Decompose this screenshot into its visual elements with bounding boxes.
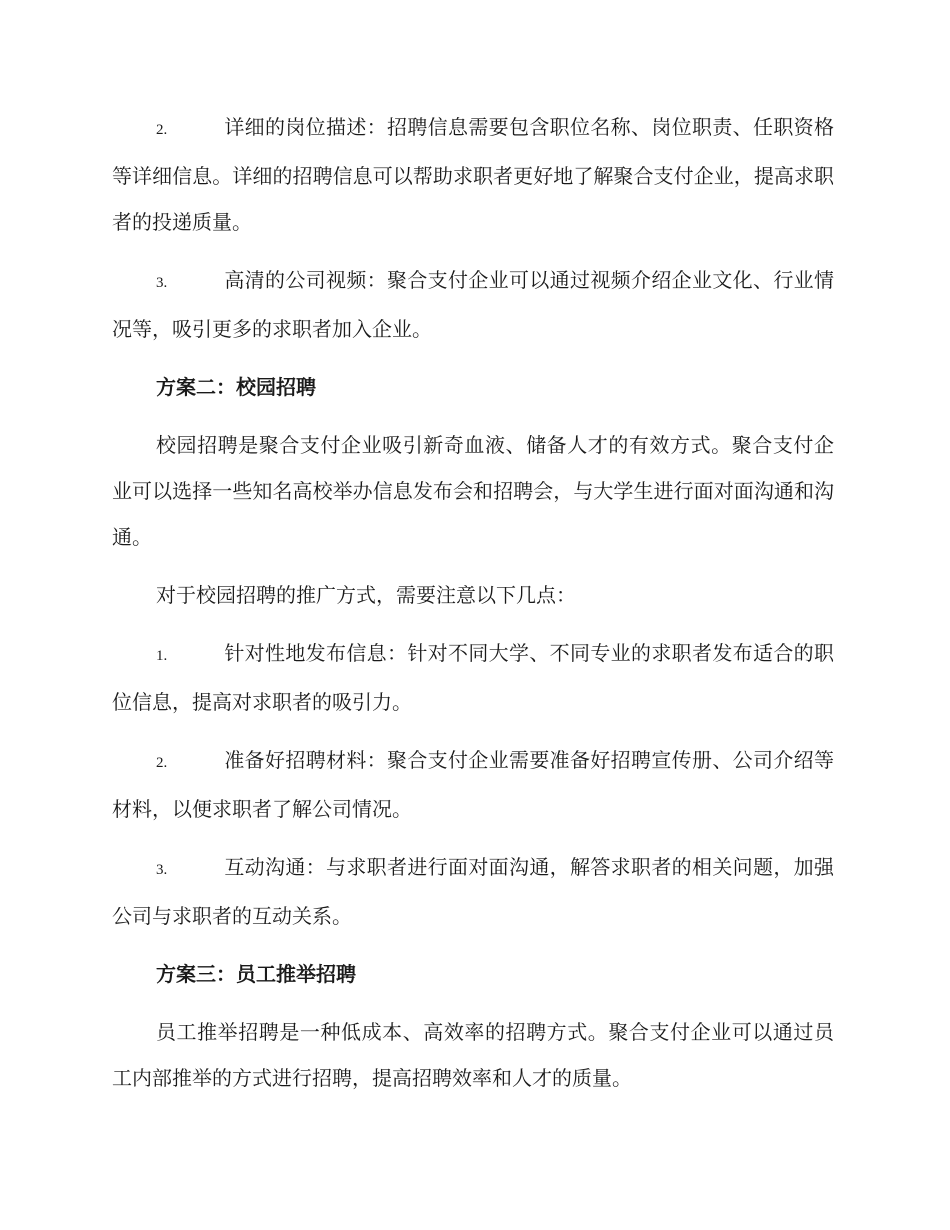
list-text: 高清的公司视频：聚合支付企业可以通过视频介绍企业文化、行业情况等，吸引更多的求职者加入企业。 [112, 268, 834, 341]
list-number: 2. [156, 122, 168, 138]
section-heading: 方案二：校园招聘 [156, 375, 316, 399]
paragraph: 对于校园招聘的推广方式，需要注意以下几点： [156, 583, 576, 607]
list-item [112, 737, 834, 832]
list-item [112, 630, 834, 725]
list-text: 详细的岗位描述：招聘信息需要包含职位名称、岗位职责、任职资格等详细信息。详细的招聘信息可以帮助求职者更好地了解聚合支付企业，提高求职者的投递质量。 [112, 115, 834, 234]
list-number: 3. [156, 275, 168, 291]
section-heading: 方案三：员工推举招聘 [156, 962, 356, 986]
paragraph: 校园招聘是聚合支付企业吸引新奇血液、储备人才的有效方式。聚合支付企业可以选择一些知名高校举办信息发布会和招聘会，与大学生进行面对面沟通和沟通。 [112, 433, 834, 549]
list-text: 针对性地发布信息：针对不同大学、不同专业的求职者发布适合的职位信息，提高对求职者的吸引力。 [112, 641, 834, 714]
list-number: 2. [156, 755, 168, 771]
list-text: 准备好招聘材料：聚合支付企业需要准备好招聘宣传册、公司介绍等材料，以便求职者了解公司情况。 [112, 748, 834, 821]
list-item [112, 104, 834, 245]
list-item [112, 844, 834, 939]
document-page [112, 104, 834, 1113]
list-text: 互动沟通：与求职者进行面对面沟通，解答求职者的相关问题，加强公司与求职者的互动关系。 [112, 855, 834, 928]
list-number: 1. [156, 648, 168, 664]
paragraph: 员工推举招聘是一种低成本、高效率的招聘方式。聚合支付企业可以通过员工内部推举的方式进行招聘，提高招聘效率和人才的质量。 [112, 1020, 834, 1090]
list-number: 3. [156, 862, 168, 878]
list-item [112, 257, 834, 352]
